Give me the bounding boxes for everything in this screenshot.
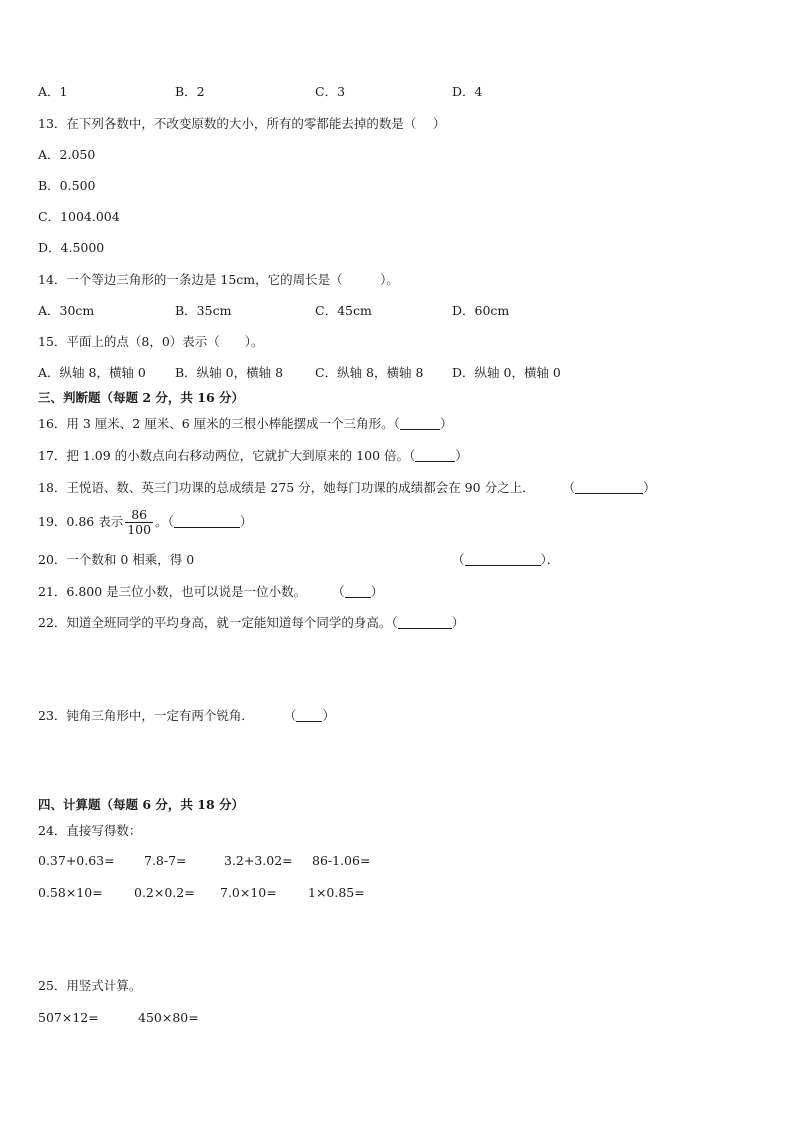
q12-option-d: D．4 xyxy=(452,84,483,99)
q19-prefix: 19．0.86 表示 xyxy=(38,514,124,529)
answer-blank[interactable] xyxy=(174,515,240,528)
fraction xyxy=(125,508,153,537)
open-paren: （ xyxy=(391,615,398,630)
q17-question: 17．把 1.09 的小数点向右移动两位，它就扩大到原来的 100 倍。 xyxy=(38,448,409,463)
q25-question: 25．用竖式计算。 xyxy=(38,978,142,993)
q12-option-b: B．2 xyxy=(175,84,205,99)
open-paren: （ xyxy=(332,584,345,599)
q14-option-b: B．35cm xyxy=(175,303,232,318)
q24-expr: 0.2×0.2= xyxy=(134,885,195,900)
close-paren: ） xyxy=(239,514,253,529)
q14-question: 14．一个等边三角形的一条边是 15cm，它的周长是（ ）。 xyxy=(38,272,399,287)
q23-row xyxy=(38,708,335,724)
q19-suffix: 。 xyxy=(155,514,168,529)
q25-expr: 507×12= xyxy=(38,1010,99,1025)
q13-option-c: C．1004.004 xyxy=(38,209,120,224)
answer-blank[interactable] xyxy=(415,449,455,462)
fraction-numerator: 86 xyxy=(125,508,153,523)
q21-row xyxy=(38,584,383,600)
q21-question: 21．6.800 是三位小数，也可以说是一位小数。 xyxy=(38,584,307,599)
section-4-title: 四、计算题（每题 6 分，共 18 分） xyxy=(38,797,245,812)
open-paren: （ xyxy=(409,448,416,463)
answer-blank[interactable] xyxy=(296,709,322,722)
close-paren: ） xyxy=(643,480,656,495)
q19-row xyxy=(38,505,252,539)
q23-question: 23．钝角三角形中，一定有两个锐角． xyxy=(38,708,254,723)
close-paren: ） xyxy=(322,708,335,723)
close-paren: ） xyxy=(370,584,384,599)
q24-row-2 xyxy=(38,885,365,965)
q12-option-a: A．1 xyxy=(38,84,68,99)
q13-option-d: D．4.5000 xyxy=(38,240,105,255)
q24-expr: 7.8-7= xyxy=(144,853,187,868)
q25-row-1 xyxy=(38,1010,199,1058)
close-paren: ）． xyxy=(540,552,560,567)
answer-blank[interactable] xyxy=(345,585,371,598)
answer-blank[interactable] xyxy=(465,553,541,566)
q14-option-a: A．30cm xyxy=(38,303,95,318)
close-paren: ） xyxy=(455,448,468,463)
q14-option-c: C．45cm xyxy=(315,303,372,318)
q15-option-c: C．纵轴 8，横轴 8 xyxy=(315,365,424,380)
close-paren: ） xyxy=(439,416,453,431)
q13-option-a: A．2.050 xyxy=(38,147,96,162)
answer-blank[interactable] xyxy=(400,417,440,430)
q15-option-b: B．纵轴 0，横轴 8 xyxy=(175,365,284,380)
q25-expr: 450×80= xyxy=(138,1010,199,1025)
open-paren: （ xyxy=(562,480,576,495)
q24-expr: 86-1.06= xyxy=(312,853,371,868)
open-paren: （ xyxy=(393,416,400,431)
close-paren: ） xyxy=(451,615,465,630)
q20-question: 20．一个数和 0 相乘，得 0 xyxy=(38,552,195,567)
section-3-title: 三、判断题（每题 2 分，共 16 分） xyxy=(38,390,245,405)
q15-option-a: A．纵轴 8，横轴 0 xyxy=(38,365,146,380)
q24-expr: 7.0×10= xyxy=(220,885,277,900)
answer-blank[interactable] xyxy=(398,616,452,629)
q12-option-c: C．3 xyxy=(315,84,346,99)
q22-row xyxy=(38,615,464,631)
open-paren: （ xyxy=(452,552,465,567)
q13-option-b: B．0.500 xyxy=(38,178,96,193)
q24-expr: 1×0.85= xyxy=(308,885,365,900)
q20-row xyxy=(38,552,194,568)
q22-question: 22．知道全班同学的平均身高，就一定能知道每个同学的身高。 xyxy=(38,615,392,630)
q20-answer xyxy=(452,552,559,568)
q18-question: 18．王悦语、数、英三门功课的总成绩是 275 分，她每门功课的成绩都会在 90 分之上． xyxy=(38,480,535,495)
q24-question: 24．直接写得数： xyxy=(38,823,142,838)
q17-row xyxy=(38,448,468,464)
answer-blank[interactable] xyxy=(575,481,643,494)
open-paren: （ xyxy=(167,514,174,529)
q16-question: 16．用 3 厘米、2 厘米、6 厘米的三根小棒能摆成一个三角形。 xyxy=(38,416,394,431)
open-paren: （ xyxy=(283,708,297,723)
q13-question: 13．在下列各数中，不改变原数的大小，所有的零都能去掉的数是（ ） xyxy=(38,116,446,131)
q16-row xyxy=(38,416,452,432)
fraction-denominator: 100 xyxy=(127,522,152,537)
q18-row xyxy=(38,480,656,496)
q15-question: 15．平面上的点（8，0）表示（ ）。 xyxy=(38,334,264,349)
q24-expr: 3.2+3.02= xyxy=(224,853,293,868)
q24-expr: 0.37+0.63= xyxy=(38,853,115,868)
q15-option-d: D．纵轴 0，横轴 0 xyxy=(452,365,561,380)
q14-option-d: D．60cm xyxy=(452,303,510,318)
q24-expr: 0.58×10= xyxy=(38,885,103,900)
